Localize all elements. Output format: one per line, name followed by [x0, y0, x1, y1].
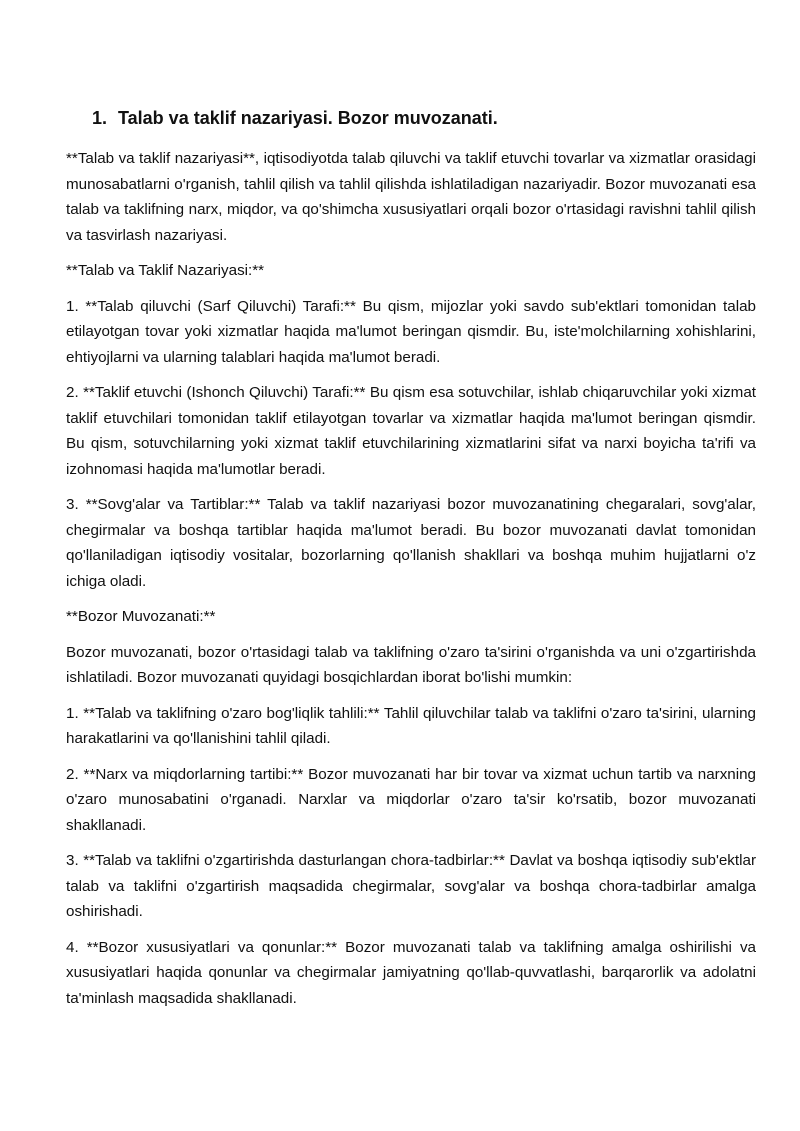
list-item-xususiyatlar: 4. **Bozor xususiyatlari va qonunlar:** Bozor muvozanati talab va taklifning amalga oshirilishi va xususiyatlari haqida qonunlar va chegirmalar jamiyatning qo'llab-quvvatlashi, barqarorlik va adolatni ta'minlash maqsadida shakllanadi.: [66, 938, 756, 1007]
list-item-chora-tadbirlar: 3. **Talab va taklifni o'zgartirishda dasturlangan chora-tadbirlar:** Davlat va boshqa iqtisodiy sub'ektlar talab va taklifni o'zgartirish maqsadida chegirmalar, sovg'alar va boshqa chora-tadbirlar amalga oshirishadi.: [66, 852, 756, 920]
section-number: 1.: [92, 108, 108, 128]
intro-paragraph: **Talab va taklif nazariyasi**, iqtisodiyotda talab qiluvchi va taklif etuvchi tovarlar va xizmatlar orasidagi munosabatlarni o'rganish, tahlil qilish va tahlil qilishda ishlatiladigan nazariyadir. Bozor muvozanati esa talab va taklifning narx, miqdor, va qo'shimcha xususiyatlari orqali bozor o'rtasidagi ravishni tahlil qilish va tasvirlash nazariyasi.: [66, 150, 756, 244]
section-heading: [92, 104, 756, 132]
list-item-narx-miqdor: 2. **Narx va miqdorlarning tartibi:** Bozor muvozanati har bir tovar va xizmat uchun tartib va narxning o'zaro munosabatini o'rganadi. Narxlar va miqdorlar o'zaro ta'sir ko'rsatib, bozor muvozanati shakllanadi.: [66, 765, 756, 834]
subheading-talab-taklif: **Talab va Taklif Nazariyasi:**: [66, 262, 265, 279]
subheading-bozor-muvozanati: **Bozor Muvozanati:**: [66, 608, 216, 625]
list-item-taklif-etuvchi: 2. **Taklif etuvchi (Ishonch Qiluvchi) Tarafi:** Bu qism esa sotuvchilar, ishlab chiqaruvchilar yoki xizmat taklif etuvchilari tomonidan taklif etilayotgan tovarlar va xizmatlar haqida ma'lumot beringan qismdir. Bu qism, sotuvchilarning yoki xizmat taklif etuvchilarining xizmatlarini sifat va narxi boyicha ta'rifi va izohnomasi haqida ma'lumotlar beradi.: [66, 384, 756, 478]
section-title: Talab va taklif nazariyasi. Bozor muvozanati.: [118, 108, 498, 128]
list-item-bogliqlik: 1. **Talab va taklifning o'zaro bog'liqlik tahlili:** Tahlil qiluvchilar talab va taklifni o'zaro ta'sirini, ularning harakatlarini va qo'llanishini tahlil qiladi.: [66, 704, 756, 747]
bozor-intro-paragraph: Bozor muvozanati, bozor o'rtasidagi talab va taklifning o'zaro ta'sirini o'rganishda va uni o'zgartirishda ishlatiladi. Bozor muvozanati quyidagi bosqichlardan iborat bo'lishi mumkin:: [66, 643, 756, 686]
list-item-sovgalar: 3. **Sovg'alar va Tartiblar:** Talab va taklif nazariyasi bozor muvozanatining chegaralari, sovg'alar, chegirmalar va boshqa tartiblar haqida ma'lumot beradi. Bu bozor muvozanati davlat tomonidan qo'llaniladigan iqtisodiy vositalar, bozorlarning qo'llanish shakllari va boshqa muhim hujjatlarni o'z ichiga oladi.: [66, 496, 756, 590]
list-item-talab-qiluvchi: 1. **Talab qiluvchi (Sarf Qiluvchi) Tarafi:** Bu qism, mijozlar yoki savdo sub'ektlari tomonidan talab etilayotgan tovar yoki xizmatlar haqida ma'lumot beringan qismdir. Bu, iste'molchilarning xohishlarini, ehtiyojlarni va ularning talablari haqida ma'lumot beradi.: [66, 297, 756, 366]
document-page: [66, 104, 756, 1011]
